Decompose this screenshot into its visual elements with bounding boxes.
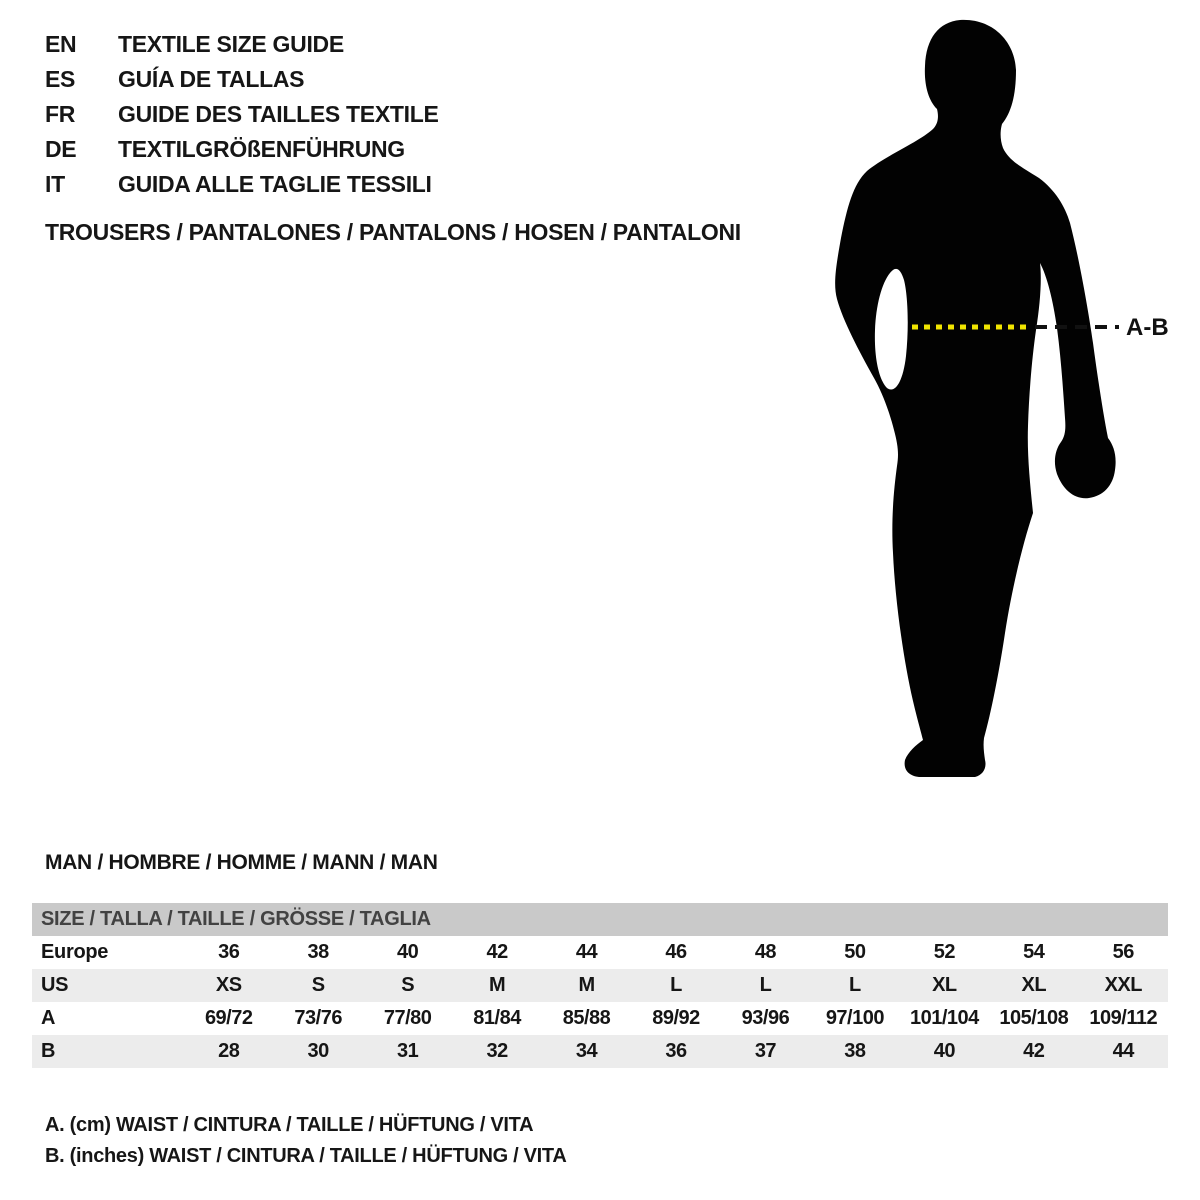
table-cell: 32 xyxy=(486,1040,508,1062)
table-cell: XS xyxy=(215,974,242,996)
table-cell: M xyxy=(578,974,595,996)
language-label: TEXTILGRÖßENFÜHRUNG xyxy=(118,136,405,162)
waist-measure-label: A-B xyxy=(1126,314,1169,341)
language-label: GUIDE DES TAILLES TEXTILE xyxy=(118,101,439,127)
row-label-europe: Europe xyxy=(41,941,109,963)
table-cell: L xyxy=(670,974,682,996)
table-cell: 54 xyxy=(1023,941,1045,963)
table-cell: 48 xyxy=(754,941,777,963)
language-row-es xyxy=(45,62,439,97)
table-cell: 77/80 xyxy=(383,1007,432,1029)
table-cell: 44 xyxy=(575,941,598,963)
table-cell: 52 xyxy=(933,941,955,963)
table-cell: 30 xyxy=(307,1040,329,1062)
table-cell: 85/88 xyxy=(562,1007,611,1029)
table-cell: 37 xyxy=(754,1040,777,1062)
table-row-us xyxy=(32,969,1168,1002)
table-cell: 46 xyxy=(665,941,687,963)
table-cell: XL xyxy=(932,974,957,996)
table-cell: 109/112 xyxy=(1089,1007,1158,1029)
language-row-de xyxy=(45,132,439,167)
row-label-a: A xyxy=(41,1007,56,1029)
table-cell: 73/76 xyxy=(294,1007,342,1029)
table-cell: 28 xyxy=(218,1040,240,1062)
language-row-it xyxy=(45,167,439,202)
table-cell: 101/104 xyxy=(909,1007,979,1029)
table-cell: L xyxy=(759,974,772,996)
table-cell: 105/108 xyxy=(999,1007,1069,1029)
language-row-fr xyxy=(45,97,439,132)
table-cell: 38 xyxy=(844,1040,866,1062)
row-label-b: B xyxy=(41,1040,56,1062)
table-cell: S xyxy=(311,974,325,996)
size-table-header-banner: SIZE / TALLA / TAILLE / GRÖSSE / TAGLIA xyxy=(32,903,1168,936)
category-title: TROUSERS / PANTALONES / PANTALONS / HOSEN / PANTALONI xyxy=(45,219,741,245)
language-code: ES xyxy=(45,66,76,92)
table-cell: 38 xyxy=(307,941,329,963)
language-code: EN xyxy=(45,31,77,57)
table-cell: 69/72 xyxy=(204,1007,253,1029)
table-cell: 93/96 xyxy=(741,1007,790,1029)
size-table-section xyxy=(32,903,1168,1068)
language-label: GUIDA ALLE TAGLIE TESSILI xyxy=(118,171,432,197)
language-label: GUÍA DE TALLAS xyxy=(118,66,305,92)
language-code: IT xyxy=(45,171,65,197)
man-silhouette-shape xyxy=(835,20,1115,777)
size-table xyxy=(32,936,1168,1068)
table-cell: XL xyxy=(1021,974,1047,996)
note-b-inches: B. (inches) WAIST / CINTURA / TAILLE / HÜFTUNG / VITA xyxy=(45,1145,567,1167)
table-cell: 34 xyxy=(575,1040,598,1062)
table-row-b-inches xyxy=(32,1035,1168,1068)
language-row-en xyxy=(45,27,439,62)
gender-title: MAN / HOMBRE / HOMME / MANN / MAN xyxy=(45,851,438,874)
man-silhouette-svg xyxy=(827,18,1197,788)
table-cell: 44 xyxy=(1112,1040,1134,1062)
language-label: TEXTILE SIZE GUIDE xyxy=(118,31,344,57)
table-cell: 42 xyxy=(486,941,508,963)
table-cell: S xyxy=(401,974,415,996)
language-guide-list xyxy=(45,27,439,202)
table-cell: 42 xyxy=(1023,1040,1045,1062)
table-cell: 40 xyxy=(397,941,419,963)
table-cell: 40 xyxy=(933,1040,955,1062)
table-cell: 31 xyxy=(397,1040,419,1062)
table-cell: 56 xyxy=(1112,941,1134,963)
man-silhouette-figure xyxy=(827,18,1197,788)
table-cell: M xyxy=(489,974,506,996)
table-cell: 36 xyxy=(218,941,240,963)
table-cell: 36 xyxy=(665,1040,687,1062)
table-row-a-cm xyxy=(32,1002,1168,1035)
language-code: DE xyxy=(45,136,77,162)
table-cell: L xyxy=(849,974,861,996)
language-code: FR xyxy=(45,101,76,127)
row-label-us: US xyxy=(41,974,69,996)
table-cell: 81/84 xyxy=(473,1007,521,1029)
table-cell: 97/100 xyxy=(825,1007,884,1029)
table-cell: 89/92 xyxy=(652,1007,700,1029)
note-a-cm: A. (cm) WAIST / CINTURA / TAILLE / HÜFTUNG / VITA xyxy=(45,1114,534,1136)
measurement-notes xyxy=(45,1110,567,1172)
table-cell: 50 xyxy=(844,941,866,963)
table-cell: XXL xyxy=(1104,974,1142,996)
table-row-europe xyxy=(32,936,1168,969)
